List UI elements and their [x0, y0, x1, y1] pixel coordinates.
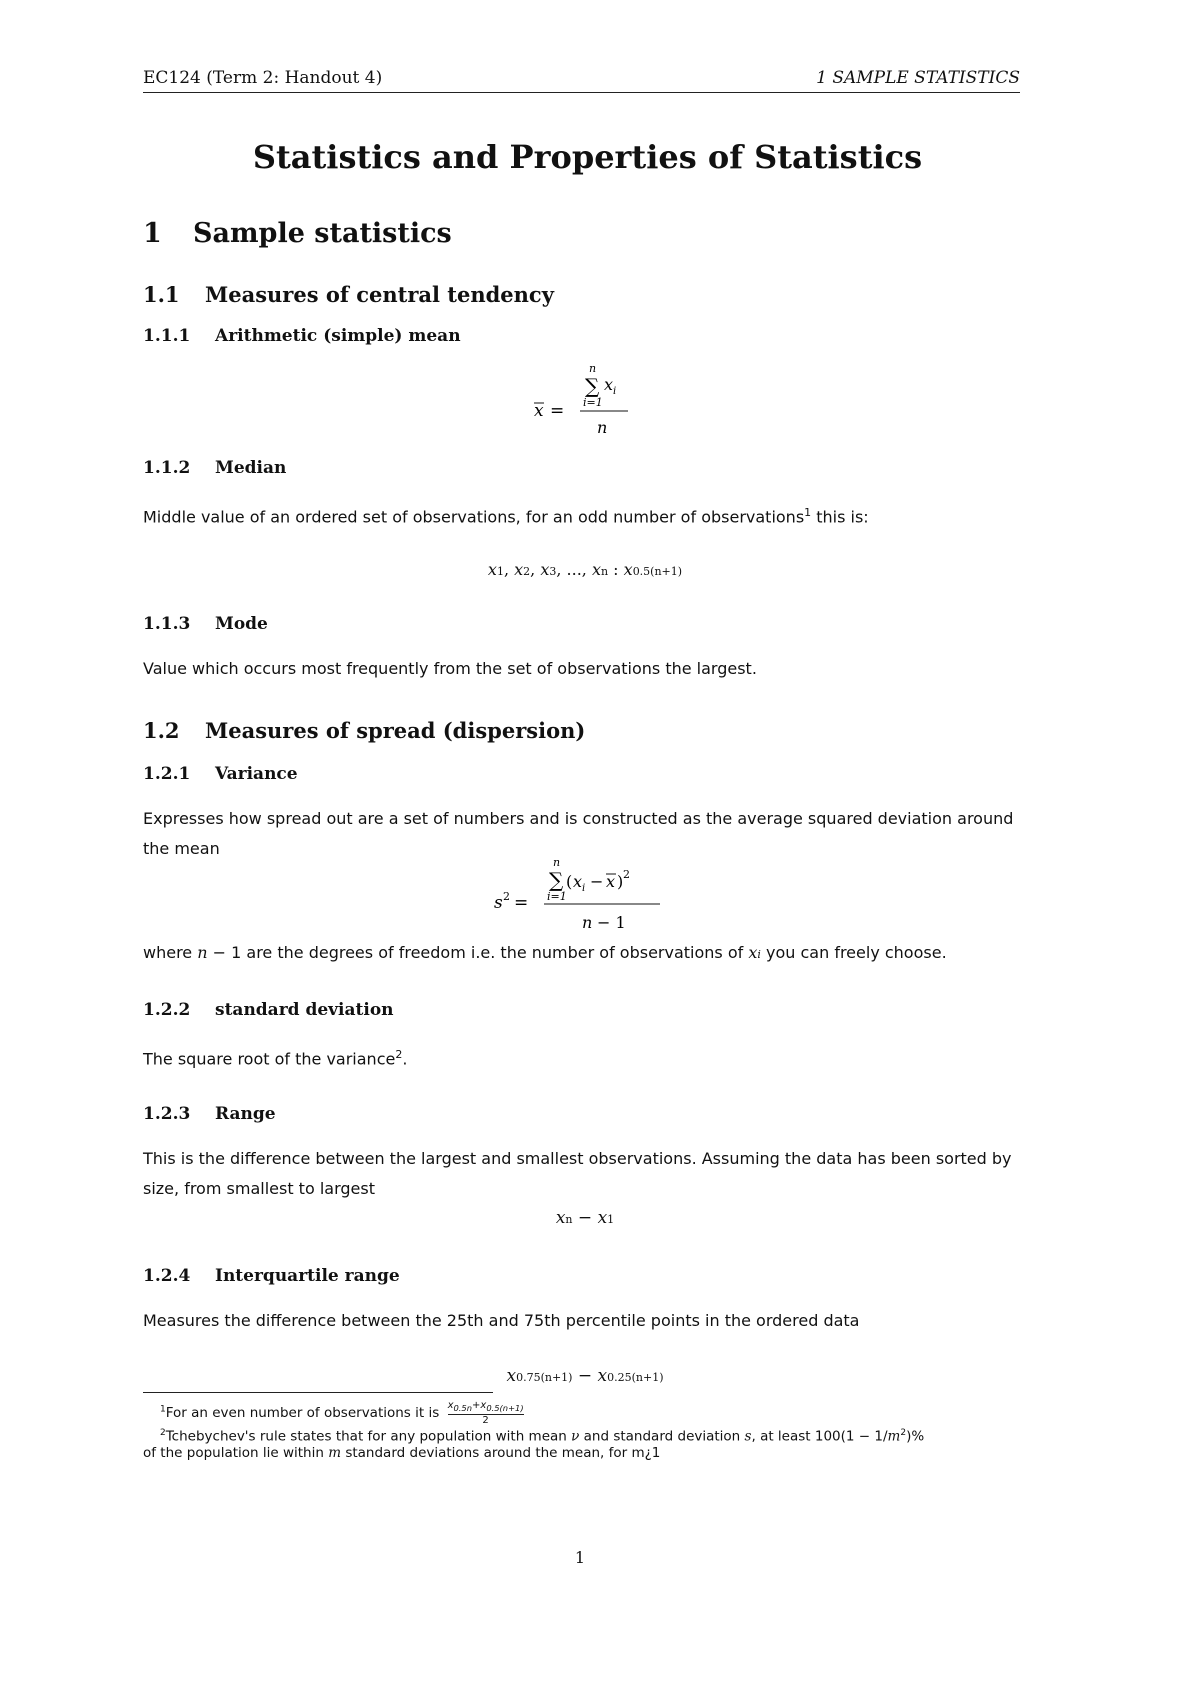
svg-text:i: i: [613, 386, 617, 397]
variance-formula: [490, 856, 670, 946]
paragraph-text: you can freely choose.: [760, 943, 947, 962]
subsubsection-title: Interquartile range: [215, 1266, 400, 1286]
svg-text:i: i: [582, 883, 586, 894]
running-header-right: 1 SAMPLE STATISTICS: [816, 68, 1020, 88]
svg-text:x: x: [534, 401, 544, 421]
range-formula: xn − x1: [555, 1208, 615, 1228]
paragraph-text: The square root of the variance: [143, 1049, 396, 1069]
footnote-mark: 1: [160, 1404, 166, 1415]
footnote: of the population lie within m standard deviations around the mean, for m¿1: [143, 1445, 661, 1461]
svg-text:n: n: [589, 362, 597, 375]
subsubsection-heading: [143, 1104, 276, 1124]
paragraph-text: this is:: [811, 507, 869, 527]
footnote-text: standard deviations around the mean, for m¿1: [341, 1445, 661, 1461]
svg-text:s: s: [494, 893, 503, 913]
svg-text:): ): [617, 872, 624, 891]
subsubsection-title: Mode: [215, 614, 268, 634]
subsubsection-number: 1.2.3: [143, 1104, 191, 1124]
svg-text:=: =: [550, 401, 565, 421]
footnote-rule: [143, 1392, 493, 1393]
svg-text:x: x: [604, 375, 614, 394]
footnote-mark: 2: [160, 1428, 166, 1438]
svg-text:(: (: [566, 872, 573, 891]
running-header-left: EC124 (Term 2: Handout 4): [143, 68, 383, 88]
footnote-text: For an even number of observations it is: [165, 1405, 440, 1421]
svg-text:i=1: i=1: [547, 890, 567, 903]
section-title: Sample statistics: [193, 218, 452, 249]
svg-text:i=1: i=1: [583, 396, 603, 409]
footnote-fraction: $\frac{x_{0.5n}+x_{0.5(n+1)}}{2}$: [447, 1400, 524, 1426]
section-number: 1: [143, 218, 162, 249]
subsubsection-heading: [143, 326, 461, 346]
iqr-formula: x0.75(n+1) − x0.25(n+1): [506, 1366, 664, 1386]
subsubsection-title: Arithmetic (simple) mean: [215, 326, 461, 346]
document-title: Statistics and Properties of Statistics: [252, 138, 923, 176]
paragraph-text: Middle value of an ordered set of observations, for an odd number of observations: [143, 507, 805, 527]
paragraph: where n − 1 are the degrees of freedom i.e. the number of observations of xi you can freely choose.: [143, 943, 947, 962]
svg-text:− 1: − 1: [597, 913, 626, 932]
section-heading: [143, 218, 452, 249]
subsubsection-heading: [143, 614, 268, 634]
subsection-number: 1.1: [143, 282, 180, 307]
svg-text:x: x: [606, 872, 616, 891]
subsubsection-number: 1.2.2: [143, 1000, 191, 1020]
footnote-reference[interactable]: 1: [804, 506, 812, 519]
subsection-heading: [143, 718, 585, 743]
median-formula: x1, x2, x3, ..., xn : x0.5(n+1): [487, 560, 683, 579]
subsubsection-title: Range: [215, 1104, 276, 1124]
svg-text:=: =: [514, 893, 529, 913]
subsubsection-number: 1.1.3: [143, 614, 191, 634]
subsubsection-title: standard deviation: [215, 1000, 394, 1020]
subsubsection-title: Median: [215, 458, 287, 478]
paragraph: [143, 1040, 1023, 1074]
svg-text:n: n: [582, 913, 593, 932]
subsubsection-number: 1.1.1: [143, 326, 191, 346]
subsubsection-heading: [143, 1266, 400, 1286]
footnote-text: of the population lie within: [143, 1445, 329, 1461]
footnote-text: , at least 100(1 − 1/: [751, 1428, 888, 1445]
subsection-number: 1.2: [143, 718, 180, 743]
subsubsection-title: Variance: [215, 764, 298, 784]
svg-text:n: n: [553, 856, 561, 869]
paragraph-text: are the degrees of freedom i.e. the number of observations of: [241, 943, 749, 962]
footnote: $^2$Tchebychev's rule states that for any population with mean ν and standard deviation s, at least $100(1 - 1/m^2)\%$: [160, 1428, 925, 1445]
paragraph-text: where: [143, 943, 198, 962]
paragraph: [143, 498, 1023, 532]
svg-text:−: −: [590, 872, 604, 891]
paragraph: This is the difference between the largest and smallest observations. Assuming the data has been sorted by size, from smallest to largest: [143, 1149, 1012, 1198]
paragraph: Measures the difference between the 25th and 75th percentile points in the ordered data: [143, 1311, 860, 1330]
header-rule: [143, 92, 1020, 93]
subsection-heading: [143, 282, 554, 307]
svg-text:∑: ∑: [549, 868, 564, 892]
subsection-title: Measures of spread (dispersion): [205, 718, 586, 743]
page-number: 1: [574, 1548, 586, 1567]
svg-text:2: 2: [503, 890, 510, 903]
subsubsection-heading: [143, 764, 298, 784]
paragraph: Value which occurs most frequently from the set of observations the largest.: [143, 659, 757, 678]
subsubsection-number: 1.2.1: [143, 764, 191, 784]
footnote-text: )%: [906, 1428, 925, 1445]
subsubsection-number: 1.1.2: [143, 458, 191, 478]
footnote-text: Tchebychev's rule states that for any population with mean: [165, 1428, 572, 1445]
svg-text:2: 2: [623, 868, 630, 881]
subsubsection-number: 1.2.4: [143, 1266, 191, 1286]
paragraph: Expresses how spread out are a set of numbers and is constructed as the average squared deviation around the mean: [143, 809, 1014, 858]
subsubsection-heading: [143, 1000, 394, 1020]
footnote-reference[interactable]: 2: [395, 1048, 403, 1061]
svg-text:n: n: [597, 418, 608, 437]
svg-text:∑: ∑: [585, 374, 600, 398]
subsubsection-heading: [143, 458, 286, 478]
footnote-text: and standard deviation: [579, 1428, 745, 1445]
subsection-title: Measures of central tendency: [205, 282, 554, 307]
footnote: [160, 1400, 1050, 1426]
svg-text:x: x: [573, 872, 583, 891]
paragraph-text: .: [402, 1049, 408, 1069]
mean-formula: [530, 360, 640, 440]
